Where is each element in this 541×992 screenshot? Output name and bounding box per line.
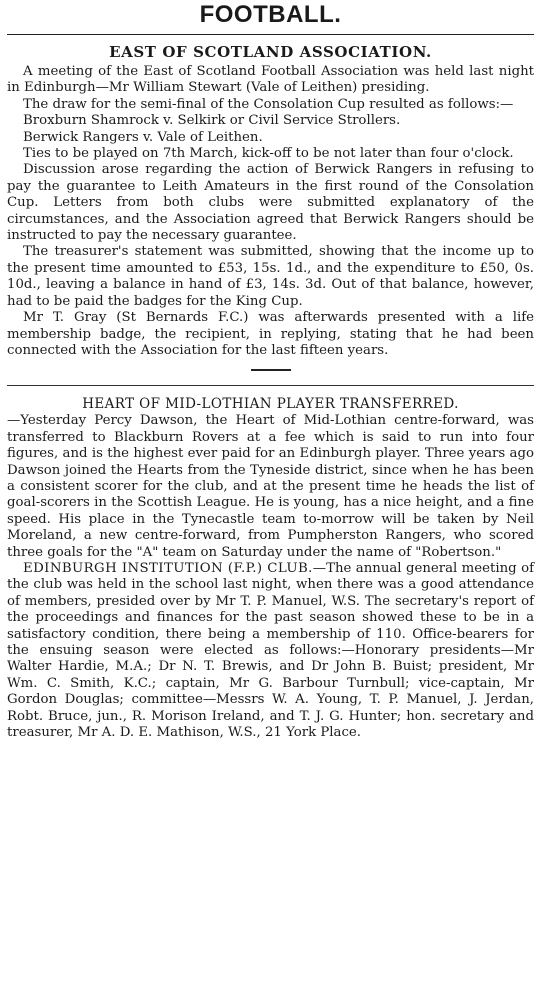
article-edinburgh-institution xyxy=(7,561,534,741)
article-paragraph: A meeting of the East of Scotland Football Association was held last night in Edinburgh—Mr William Stewart (Vale of Leithen) presiding. xyxy=(7,64,534,96)
article-paragraph: —Yesterday Percy Dawson, the Heart of Mid-Lothian centre-forward, was transferred to Blackburn Rovers at a fee which is said to run into four figures, and is the highest ever paid for an Edinburgh player. Three years ago Dawson joined the Hearts from the Tyneside district, since when he has been a consistent scorer for the club, and at the present time he heads the list of goal-scorers in the Scottish League. He is young, has a nice height, and a fine speed. His place in the Tynecastle team to-morrow will be taken by Neil Moreland, a new centre-forward, from Pumpherston Rangers, who scored three goals for the "A" team on Saturday under the name of "Robertson." xyxy=(7,413,534,560)
column-rule xyxy=(7,385,534,386)
article-paragraph: Ties to be played on 7th March, kick-off to be not later than four o'clock. xyxy=(23,146,514,162)
section-masthead: FOOTBALL. xyxy=(199,1,342,28)
article-paragraph: The treasurer's statement was submitted, showing that the income up to the present time amounted to £53, 15s. 1d., and the expenditure to £50, 0s. 10d., leaving a balance in hand of £3, 14s. 3d. Out of that balance, however, had to be paid the badges for the King Cup. xyxy=(7,244,534,309)
article-hearts-transfer xyxy=(7,396,534,561)
masthead-rule xyxy=(7,34,534,35)
article-east-of-scotland xyxy=(7,43,534,359)
article-headline: HEART OF MID-LOTHIAN PLAYER TRANSFERRED. xyxy=(82,396,459,413)
fixture-line: Broxburn Shamrock v. Selkirk or Civil Service Strollers. xyxy=(23,113,401,129)
section-divider xyxy=(251,369,291,371)
article-paragraph: Mr T. Gray (St Bernards F.C.) was afterwards presented with a life membership badge, the recipient, in replying, stating that he had been connected with the Association for the last fifteen years. xyxy=(7,310,534,358)
article-headline: EDINBURGH INSTITUTION (F.P.) CLUB. xyxy=(23,560,313,576)
fixture-line: Berwick Rangers v. Vale of Leithen. xyxy=(23,129,263,145)
article-paragraph: Discussion arose regarding the action of Berwick Rangers in refusing to pay the guarantee to Leith Amateurs in the first round of the Consolation Cup. Letters from both clubs were submitted explanatory of the circumstances, and the Association agreed that Berwick Rangers should be instructed to pay the necessary guarantee. xyxy=(7,162,534,244)
article-paragraph: —The annual general meeting of the club was held in the school last night, when there was a good attendance of members, presided over by Mr T. P. Manuel, W.S. The secretary's report of the proceedings and finances for the past season showed these to be in a satisfactory condition, there being a membership of 110. Office-bearers for the ensuing season were elected as follows:—Honorary presidents—Mr Walter Hardie, M.A.; Dr N. T. Brewis, and Dr John B. Buist; president, Mr Wm. C. Smith, K.C.; captain, Mr G. Barbour Turnbull; vice-captain, Mr Gordon Douglas; committee—Messrs W. A. Young, T. P. Manuel, J. Jerdan, Robt. Bruce, jun., R. Morison Ireland, and T. J. G. Hunter; hon. secretary and treasurer, Mr A. D. E. Mathison, W.S., 21 York Place. xyxy=(7,560,534,741)
article-headline: EAST OF SCOTLAND ASSOCIATION. xyxy=(109,43,432,61)
article-paragraph: The draw for the semi-final of the Consolation Cup resulted as follows:— xyxy=(23,96,514,112)
